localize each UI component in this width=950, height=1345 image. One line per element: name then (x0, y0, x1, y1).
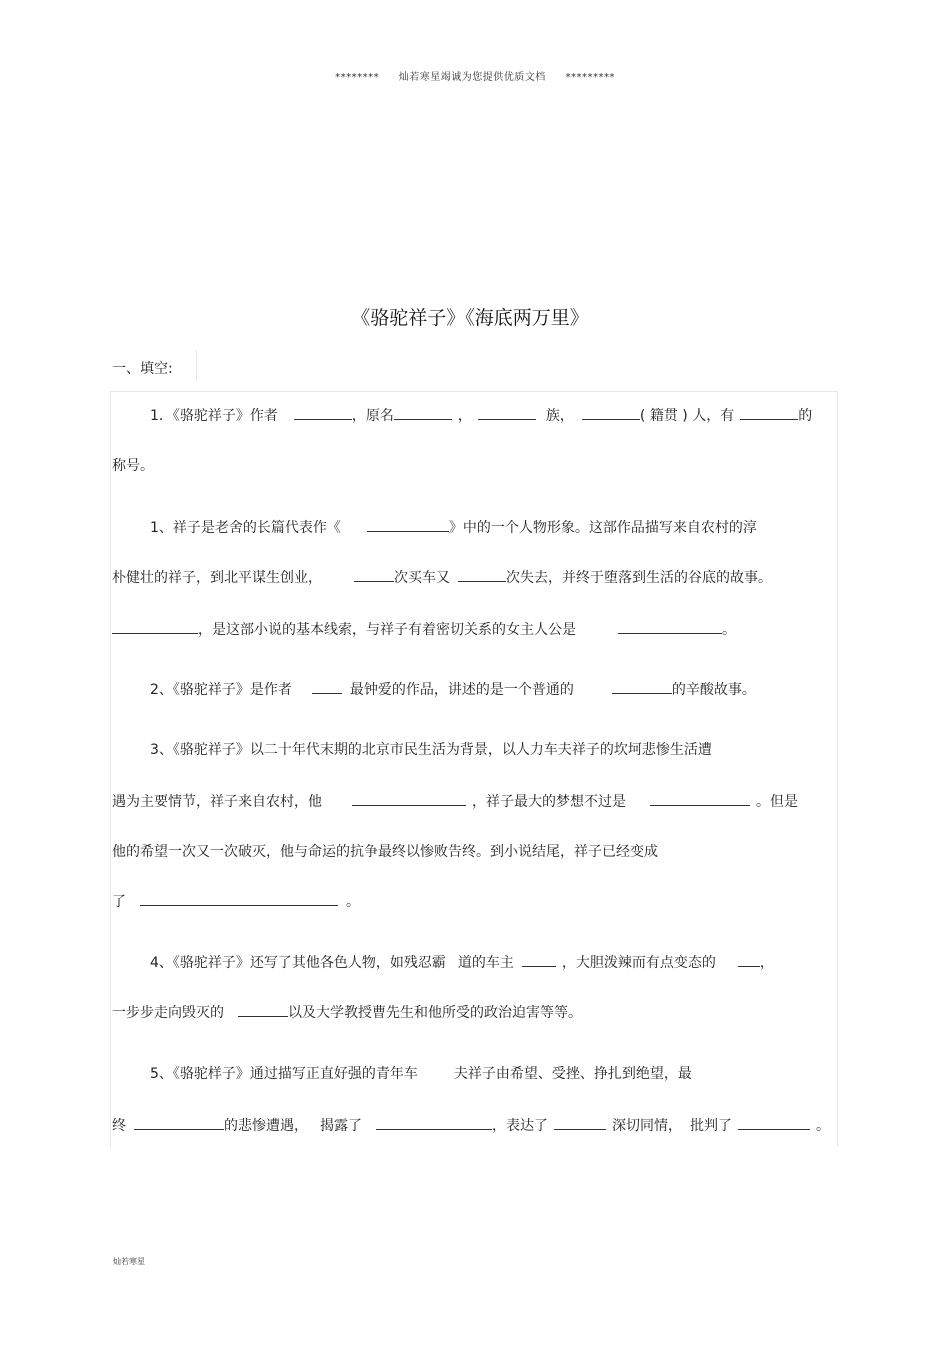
question-2: 2、《骆驼祥子》是作者 最钟爱的作品，讲述的是一个普通的 的辛酸故事。 (150, 679, 756, 700)
header-stars-right: ********* (565, 72, 615, 83)
blank (738, 1115, 810, 1130)
blank (312, 679, 342, 694)
blank (522, 952, 556, 967)
blank (394, 405, 452, 420)
blank (376, 1115, 492, 1130)
blank (582, 405, 640, 420)
section-divider (196, 350, 197, 380)
question-3-line-2: 遇为主要情节，祥子来自农村，他 ，祥子最大的梦想不过是 。但是 (112, 791, 798, 812)
blank (618, 619, 722, 634)
header-note (0, 68, 950, 83)
question-4-line-2: 一步步走向毁灭的 以及大学教授曹先生和他所受的政治迫害等等。 (112, 1002, 582, 1023)
header-stars-left: ******** (335, 72, 380, 83)
blank (458, 567, 506, 582)
blank (478, 405, 536, 420)
blank (367, 517, 449, 532)
blank (650, 791, 750, 806)
question-3-line-3: 他的希望一次又一次破灭，他与命运的抗争最终以惨败告终。到小说结尾，祥子已经变成 (112, 844, 658, 860)
blank (294, 405, 352, 420)
question-5-line-1: 5、《骆驼样子》通过描写正直好强的青年车 夫祥子由希望、受挫、挣扎到绝望，最 (150, 1066, 692, 1082)
question-1b-line-3: ，是这部小说的基本线索，与祥子有着密切关系的女主人公是 。 (112, 619, 736, 640)
blank (134, 1115, 224, 1130)
question-1b-line-1: 1、祥子是老舍的长篇代表作《 》中的一个人物形象。这部作品描写来自农村的淳 (150, 517, 757, 538)
blank (238, 1002, 288, 1017)
blank (740, 405, 798, 420)
page-title: 《骆驼祥子》《海底两万里》 (351, 307, 589, 329)
blank (352, 791, 466, 806)
blank (738, 952, 760, 967)
question-3-line-1: 3、《骆驼祥子》以二十年代末期的北京市民生活为背景，以人力车夫祥子的坎坷悲惨生活遭 (150, 742, 712, 758)
question-4-line-1: 4、《骆驼祥子》还写了其他各色人物，如残忍霸 道的车主 ，大胆泼辣而有点变态的 ， (150, 952, 774, 973)
question-5-line-2: 终 的悲惨遭遇， 揭露了 ，表达了 深切同情， 批判了 。 (112, 1115, 830, 1136)
section-heading: 一、填空: (112, 361, 173, 377)
blank (112, 619, 198, 634)
header-note-text: 灿若寒星竭诚为您提供优质文档 (398, 72, 546, 83)
question-1-line-2: 称号。 (112, 458, 154, 474)
blank (612, 679, 672, 694)
question-3-line-4: 了 。 (112, 891, 360, 912)
question-1b-line-2: 朴健壮的祥子，到北平谋生创业， 次买车又 次失去，并终于堕落到生活的谷底的故事。 (112, 567, 772, 588)
table-right-border (837, 391, 838, 1147)
blank (354, 567, 394, 582)
question-1-line-1: 1．《骆驼祥子》作者 ，原名 ， 族， ( 籍贯 ) 人，有 的 (150, 405, 812, 426)
blank (554, 1115, 606, 1130)
table-left-border (110, 391, 111, 1147)
page-footer: 灿若寒星 (113, 1257, 145, 1266)
table-top-border (110, 391, 838, 392)
blank (140, 891, 338, 906)
